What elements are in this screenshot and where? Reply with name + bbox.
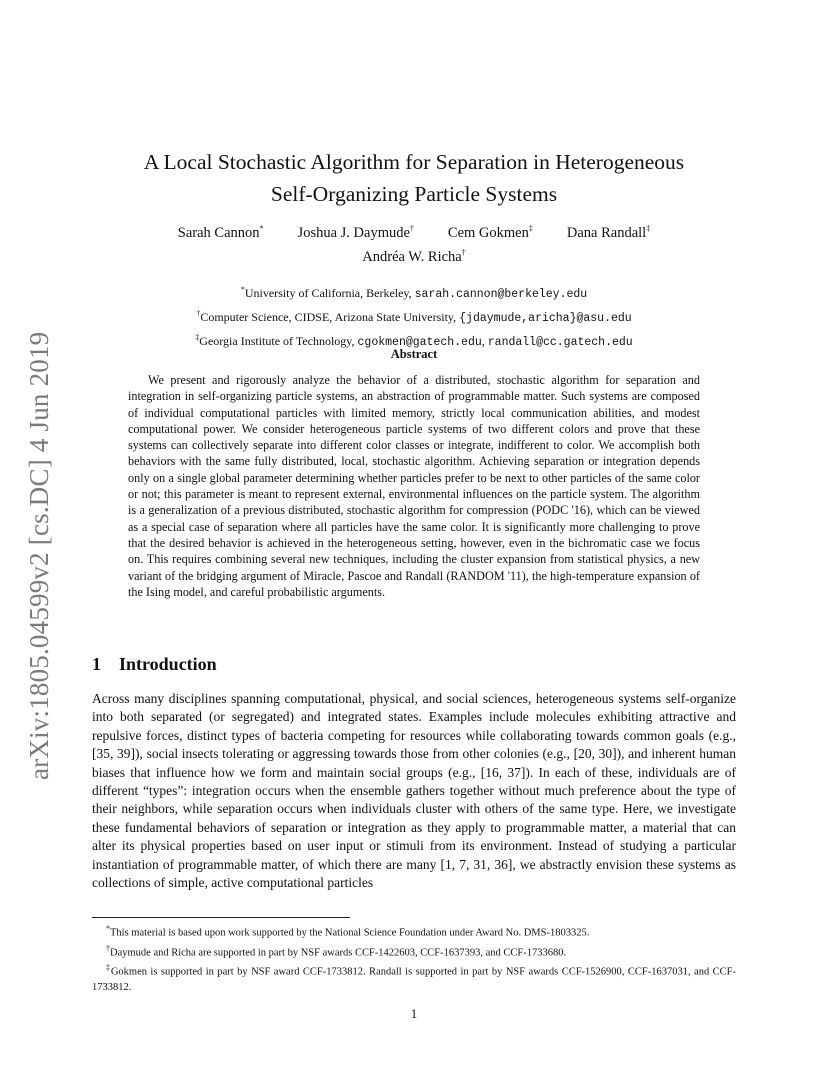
email[interactable]: {jdaymude,aricha}@asu.edu: [459, 312, 632, 325]
title-line-2: Self-Organizing Particle Systems: [270, 182, 558, 206]
affiliation: *University of California, Berkeley, sarah.cannon@berkeley.edu: [240, 285, 588, 301]
email[interactable]: sarah.cannon@berkeley.edu: [414, 288, 588, 301]
intro-paragraph: Across many disciplines spanning computational, physical, and social sciences, heterogeneous systems self-organize into both separated (or segregated) and integrated states. Examples include molecules exhibiting attractive and repulsive forces, distinct types of bacteria competing for resources while collaborating towards common goals (e.g., [35, 39]), social insects tolerating or aggressing towards those from other colonies (e.g., [20, 30]), and inherent human biases that influence how we form and maintain social groups (e.g., [16, 37]). In each of these, individuals are of different “types”: integration occurs when the ensemble gathers together without much preference about the type of their neighbors, while separation occurs when individuals cluster with others of the same type. Here, we investigate these fundamental behaviors of separation or integration as they apply to programmable matter, a material that can alter its physical properties based on user input or stimuli from its environment. Instead of studying a particular instantiation of programmable matter, of which there are many [1, 7, 31, 36], we abstractly envision these systems as collections of simple, active computational particles: [92, 691, 736, 891]
affiliation: ‡Georgia Institute of Technology, cgokmen@gatech.edu, randall@cc.gatech.edu: [195, 333, 633, 349]
footnote: †Daymude and Richa are supported in part by NSF awards CCF-1422603, CCF-1637393, and CCF-1733680.: [106, 943, 567, 958]
section-number: 1: [92, 654, 101, 674]
email[interactable]: cgokmen@gatech.edu: [357, 336, 482, 349]
page-number: 1: [410, 1006, 418, 1021]
footnote-rule: [92, 917, 350, 918]
arxiv-stamp: arXiv:1805.04599v2 [cs.DC] 4 Jun 2019: [24, 331, 54, 780]
affiliations: [92, 280, 736, 352]
email[interactable]: randall@cc.gatech.edu: [487, 336, 633, 349]
author: Cem Gokmen‡: [447, 224, 533, 241]
footnote: *This material is based upon work supported by the National Science Foundation under Award No. DMS-1803325.: [106, 924, 590, 939]
abstract-body: We present and rigorously analyze the behavior of a distributed, stochastic algorithm for separation and integration in self-organizing particle systems, an abstraction of programmable matter. Such systems are composed of individual computational particles with limited memory, strictly local communication abilities, and modest computational power. We consider heterogeneous particle systems of two different colors and prove that these systems can collectively separate into different color classes or integrate, indifferent to color. We accomplish both behaviors with the same fully distributed, local, stochastic algorithm. Achieving separation or integration depends only on a single global parameter determining whether particles prefer to be next to other particles of the same color or not; this parameter is meant to represent external, environmental influences on the particle system. The algorithm is a generalization of a previous distributed, stochastic algorithm for compression (PODC '16), which can be viewed as a special case of separation where all particles have the same color. It is significantly more challenging to prove that the desired behavior is achieved in the heterogeneous setting, however, even in the bichromatic case we focus on. This requires combining several new techniques, including the cluster expansion from statistical physics, a new variant of the bridging argument of Miracle, Pascoe and Randall (RANDOM '11), the high-temperature expansion of the Ising model, and careful probabilistic arguments.: [128, 373, 700, 599]
section-heading: [92, 654, 217, 675]
section-title: Introduction: [119, 654, 217, 674]
abstract-heading: Abstract: [390, 347, 438, 361]
footnote: ‡Gokmen is supported in part by NSF award CCF-1733812. Randall is supported in part by NSF awards CCF-1526900, CCF-1637031, and CCF-1733812.: [92, 963, 736, 993]
author: Joshua J. Daymude†: [297, 224, 414, 241]
author: Andréa W. Richa†: [362, 247, 466, 265]
paper-title: [92, 146, 736, 210]
author-list: [92, 224, 736, 266]
affiliation: †Computer Science, CIDSE, Arizona State University, {jdaymude,aricha}@asu.edu: [196, 309, 632, 325]
author: Sarah Cannon*: [177, 224, 264, 241]
title-line-1: A Local Stochastic Algorithm for Separation in Heterogeneous: [143, 150, 685, 174]
author: Dana Randall‡: [566, 224, 651, 241]
footnotes: [92, 921, 736, 995]
